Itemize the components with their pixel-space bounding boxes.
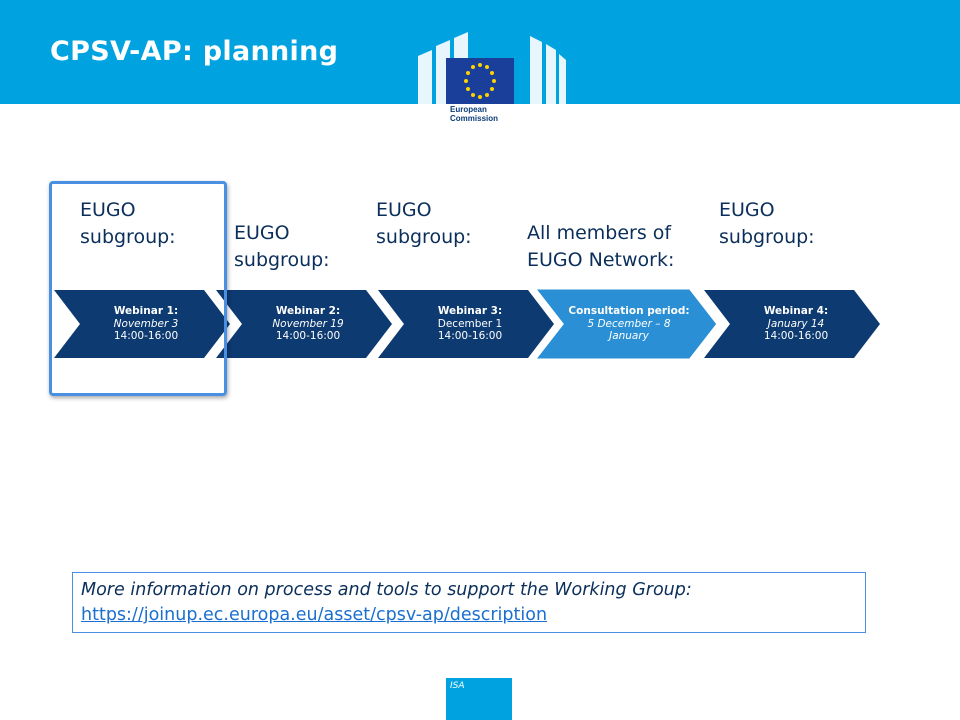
- isa-badge: ISA: [446, 678, 512, 720]
- label-webinar-3: EUGO subgroup:: [376, 199, 472, 248]
- label-consultation: All members of EUGO Network:: [527, 222, 675, 271]
- timeline-step-webinar-4: Webinar 4: January 14 14:00-16:00: [704, 290, 880, 358]
- label-webinar-2: EUGO subgroup:: [234, 222, 330, 271]
- description-link[interactable]: https://joinup.ec.europa.eu/asset/cpsv-ap/description: [81, 605, 548, 625]
- timeline-step-consultation: Consultation period: 5 December – 8 January: [532, 286, 722, 362]
- slide-title: CPSV-AP: planning: [50, 36, 339, 67]
- info-box: [72, 572, 866, 633]
- timeline-step-webinar-1: Webinar 1: November 3 14:00-16:00: [54, 290, 230, 358]
- label-webinar-4: EUGO subgroup:: [719, 199, 815, 248]
- timeline-step-webinar-2: Webinar 2: November 19 14:00-16:00: [216, 290, 392, 358]
- european-commission-logo: [418, 32, 568, 136]
- timeline-step-webinar-3: Webinar 3: December 1 14:00-16:00: [378, 290, 554, 358]
- commission-building-icon: [418, 32, 568, 104]
- commission-wordmark: European Commission: [450, 105, 499, 123]
- current-step-highlight: [49, 181, 227, 396]
- info-text: More information on process and tools to support the Working Group:: [81, 580, 692, 600]
- label-webinar-1: EUGO subgroup:: [80, 199, 176, 248]
